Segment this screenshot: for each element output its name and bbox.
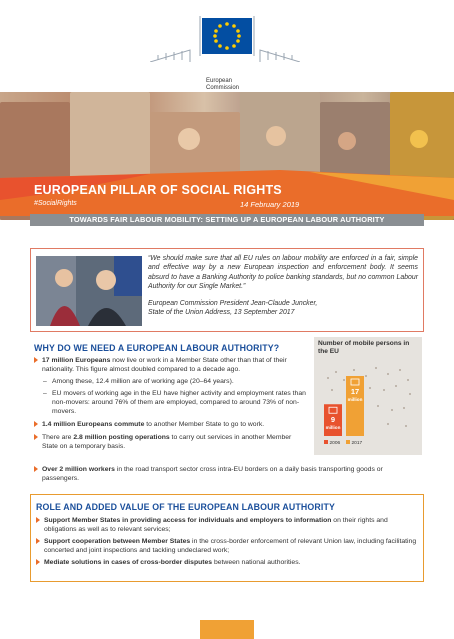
role-item-3-bold: Mediate solutions in cases of cross-border disputes	[44, 559, 213, 566]
why-subitem-1-text: Among these, 12.4 million are of working age (20–64 years).	[52, 378, 234, 385]
footer-tab	[200, 620, 254, 639]
why-subitem-1: – Among these, 12.4 million are of working age (20–64 years).	[43, 378, 234, 385]
hashtag: #SocialRights	[34, 200, 77, 207]
role-heading: ROLE AND ADDED VALUE OF THE EUROPEAN LABOUR AUTHORITY	[36, 502, 336, 512]
role-item-2-text: in the cross-border enforcement of relevant Union law, including facilitating concerted and joint inspections and tackling undeclared work;	[44, 538, 417, 554]
why-heading: WHY DO WE NEED A EUROPEAN LABOUR AUTHORITY?	[34, 343, 280, 353]
why-item-2	[34, 420, 306, 429]
why-list	[34, 356, 306, 451]
attribution-line1: European Commission President Jean-Claude Juncker,	[148, 300, 318, 307]
organization-line2: Commission	[206, 85, 240, 91]
role-item-1-bold: Support Member States in providing access for individuals and employers to information	[44, 517, 332, 524]
legend-swatch-2017	[346, 440, 350, 444]
value-label-2006: 9	[330, 415, 336, 425]
eu-flag-logo	[196, 16, 258, 74]
publication-date: 14 February 2019	[240, 200, 300, 209]
legend-swatch-2006	[324, 440, 328, 444]
why-subitem-2: – EU movers of working age in the EU have higher activity and employment rates than non-movers: around 76% of them are employed, compared to around 73% of non-movers.	[43, 390, 306, 415]
why-item-3-text: to carry out services in another Member State on a temporary basis.	[42, 434, 292, 450]
bullet-icon	[34, 421, 38, 427]
why-subitem-2-text: EU movers of working age in the EU have higher activity and employment rates than non-movers: around 76% of them are employed, compared to around 73% of non-movers.	[52, 390, 306, 415]
value-label-2017: 17	[350, 387, 360, 396]
quote-text: “We should make sure that all EU rules on labour mobility are enforced in a fair, simple and effective way by a new European inspection and enforcement body. It seems absurd to have a Banking Authority to police banking standards, but no common Labour Authority for our Single Market.”	[148, 255, 418, 290]
quote-attribution	[148, 299, 418, 318]
why-item-1-bold: 17 million Europeans	[42, 357, 111, 364]
why-item-3	[34, 433, 306, 451]
role-list	[36, 516, 418, 570]
subtitle: TOWARDS FAIR LABOUR MOBILITY: SETTING UP A EUROPEAN LABOUR AUTHORITY	[69, 215, 385, 224]
bullet-icon	[34, 466, 38, 472]
legend-label-2017: 2017	[351, 441, 363, 446]
ec-label	[206, 78, 239, 92]
attribution-line2: State of the Union Address, 13 September 2017	[148, 309, 295, 317]
why-item-4-bold: Over 2 million workers	[42, 466, 115, 473]
juncker-photo	[36, 256, 142, 326]
why-item-2-text: to another Member State to go to work.	[144, 421, 265, 428]
organization-line1: European	[206, 78, 233, 84]
bullet-icon	[36, 538, 40, 544]
role-item-1-text: on their rights and obligations as well as to relevant services;	[44, 517, 388, 533]
why-item-4	[34, 465, 420, 483]
bullet-icon	[34, 357, 38, 363]
role-item-1	[36, 516, 418, 534]
why-item-2-bold: 1.4 million Europeans commute	[42, 421, 145, 428]
role-item-2-bold: Support cooperation between Member States	[44, 538, 191, 545]
page-title: EUROPEAN PILLAR OF SOCIAL RIGHTS	[34, 183, 282, 197]
bullet-icon	[36, 559, 40, 565]
legend-label-2006: 2006	[329, 441, 341, 446]
why-item-1	[34, 356, 306, 374]
why-item-3-bold: 2.8 million posting operations	[73, 434, 170, 441]
why-item-1-text: now live or work in a Member State other than that of their nationality. This figure almost doubled compared to a decade ago.	[42, 357, 287, 373]
bullet-icon	[34, 434, 38, 440]
value-label-2017: million	[347, 397, 363, 402]
why-list-wide	[34, 465, 420, 483]
value-label-2006: million	[325, 425, 341, 431]
why-item-4-text: in the road transport sector cross intra-EU borders on a daily basis transporting goods or passengers.	[42, 466, 383, 482]
role-item-3	[36, 558, 418, 567]
chart-title: Number of mobile persons in the EU	[318, 340, 410, 355]
mobile-persons-chart	[318, 360, 418, 448]
why-item-3-pre: There are	[42, 434, 74, 441]
role-item-2	[36, 537, 418, 555]
bullet-icon	[36, 517, 40, 523]
role-item-3-text: between national authorities.	[212, 559, 301, 566]
